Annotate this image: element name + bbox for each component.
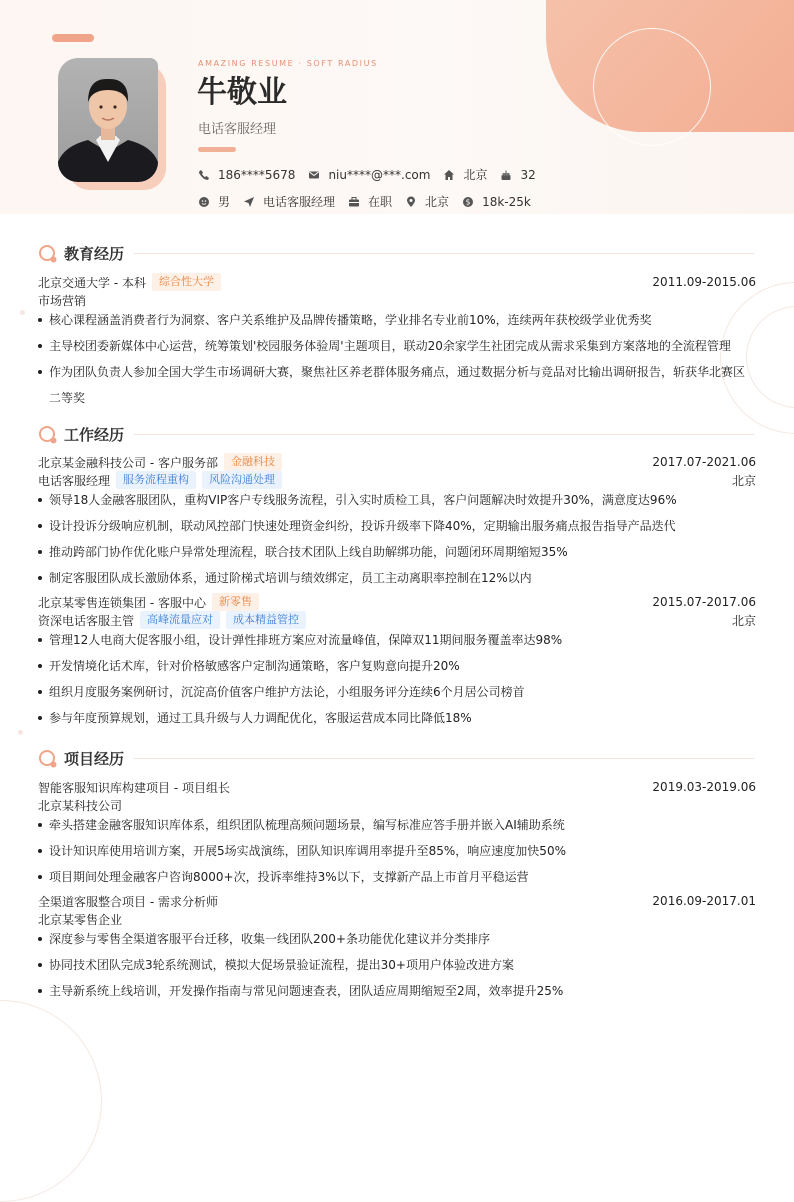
info-email	[308, 168, 430, 182]
section-heading: 教育经历	[64, 245, 125, 263]
header-tagline: AMAZING RESUME · SOFT RADIUS	[198, 59, 378, 68]
target-job-text: 电话客服经理	[263, 195, 336, 209]
job-role: 资深电话客服主管	[38, 613, 135, 628]
info-phone	[198, 168, 295, 182]
job-company-row	[38, 453, 756, 471]
resume-header	[0, 0, 794, 214]
skill-tag: 成本精益管控	[226, 611, 306, 629]
project-name: 智能客服知识库构建项目 - 项目组长	[38, 780, 230, 795]
decor-dot	[20, 310, 25, 315]
send-icon	[243, 196, 255, 208]
skill-tag: 服务流程重构	[116, 471, 196, 489]
info-status	[348, 193, 392, 210]
job-role: 电话客服经理	[38, 473, 111, 488]
skill-tag: 风险沟通处理	[202, 471, 282, 489]
company-tag: 新零售	[212, 593, 259, 611]
gender-icon	[198, 196, 210, 208]
education-bullet: 作为团队负责人参加全国大学生市场调研大赛，聚焦社区养老群体服务痛点，通过数据分析与竞品对比输出调研报告，斩获华北赛区二等奖	[38, 359, 756, 411]
education-major: 市场营销	[38, 293, 87, 308]
info-gender	[198, 193, 230, 210]
section-divider	[134, 434, 754, 435]
project-bullet: 协同技术团队完成3轮系统测试，模拟大促场景验证流程，提出30+项用户体验改进方案	[38, 952, 756, 978]
project-org: 北京某零售企业	[38, 912, 123, 927]
education-school-row	[38, 273, 756, 291]
company-tag: 金融科技	[224, 453, 282, 471]
job-bullet: 设计投诉分级响应机制，联动风控部门快速处理资金纠纷，投诉升级率下降40%，定期输出服务痛点报告指导产品迭代	[38, 513, 756, 539]
home-icon	[443, 169, 455, 181]
job-bullet: 组织月度服务案例研讨，沉淀高价值客户维护方法论，小组服务评分连续6个月居公司榜首	[38, 679, 756, 705]
job-bullet: 参与年度预算规划，通过工具升级与人力调配优化，客服运营成本同比降低18%	[38, 705, 756, 731]
avatar	[58, 58, 158, 182]
section-projects-title	[38, 748, 124, 769]
info-target-city	[405, 193, 449, 210]
job-company-row	[38, 593, 756, 611]
info-target-job	[243, 193, 335, 210]
school-name: 北京交通大学 - 本科	[38, 275, 146, 290]
header-accent-bar	[52, 34, 94, 42]
candidate-name: 牛敬业	[197, 75, 287, 110]
job-bullet: 管理12人电商大促客服小组，设计弹性排班方案应对流量峰值，保障双11期间服务覆盖率达98%	[38, 627, 756, 653]
section-heading: 工作经历	[64, 426, 125, 444]
briefcase-icon	[348, 196, 360, 208]
phone-icon	[198, 169, 210, 181]
profile-row	[198, 193, 544, 210]
education-bullet: 主导校团委新媒体中心运营，统筹策划'校园服务体验周'主题项目，联动20余家学生社团完成从需求采集到方案落地的全流程管理	[38, 333, 756, 359]
info-home	[443, 166, 487, 183]
email-text: niu****@***.com	[328, 167, 431, 182]
skill-tag: 高峰流量应对	[140, 611, 220, 629]
svg-text:$: $	[465, 197, 471, 207]
project-period: 2016.09-2017.01	[652, 894, 756, 908]
section-divider	[134, 253, 754, 254]
section-search-icon	[38, 749, 58, 769]
job-period: 2017.07-2021.06	[652, 455, 756, 469]
job-city: 北京	[731, 473, 756, 488]
job-city: 北京	[731, 613, 756, 628]
salary-icon	[462, 196, 474, 208]
age-text: 32	[520, 167, 536, 182]
title-accent-line	[198, 147, 236, 152]
info-age	[500, 168, 535, 182]
job-bullet: 开发情境化话术库，针对价格敏感客户定制沟通策略，客户复购意向提升20%	[38, 653, 756, 679]
project-bullet: 深度参与零售全渠道客服平台迁移，收集一线团队200+条功能优化建议并分类排序	[38, 926, 756, 952]
job-company: 北京某金融科技公司 - 客户服务部	[38, 455, 218, 470]
phone-text: 186****5678	[218, 167, 296, 182]
project-name-row	[38, 892, 756, 910]
salary-text: 18k-25k	[482, 194, 531, 209]
school-tag: 综合性大学	[152, 273, 221, 291]
candidate-title: 电话客服经理	[198, 122, 277, 137]
info-salary	[462, 195, 531, 209]
location-pin-icon	[405, 196, 417, 208]
decor-circle-left	[0, 1000, 102, 1202]
project-bullet: 项目期间处理金融客户咨询8000+次，投诉率维持3%以下，支撑新产品上市首月平稳运营	[38, 864, 756, 890]
contact-row	[198, 166, 549, 183]
job-bullet: 领导18人金融客服团队，重构VIP客户专线服务流程，引入实时质检工具，客户问题解决时效提升30%，满意度达96%	[38, 487, 756, 513]
job-bullet: 推动跨部门协作优化账户异常处理流程，联合技术团队上线自助解绑功能，问题闭环周期缩短35%	[38, 539, 756, 565]
project-bullet: 设计知识库使用培训方案，开展5场实战演练，团队知识库调用率提升至85%，响应速度加快50%	[38, 838, 756, 864]
project-period: 2019.03-2019.06	[652, 780, 756, 794]
section-divider	[134, 758, 754, 759]
project-name: 全渠道客服整合项目 - 需求分析师	[38, 894, 218, 909]
header-decor-circle	[593, 28, 711, 146]
status-text: 在职	[368, 195, 393, 209]
job-company: 北京某零售连锁集团 - 客服中心	[38, 595, 206, 610]
education-bullet: 核心课程涵盖消费者行为洞察、客户关系维护及品牌传播策略，学业排名专业前10%，连续两年获校级学业优秀奖	[38, 307, 756, 333]
section-heading: 项目经历	[64, 750, 125, 768]
section-search-icon	[38, 244, 58, 264]
project-bullet: 主导新系统上线培训，开发操作指南与常见问题速查表，团队适应周期缩短至2周，效率提升25%	[38, 978, 756, 1004]
gender-text: 男	[218, 195, 231, 209]
decor-dot	[18, 730, 23, 735]
target-city-text: 北京	[425, 195, 450, 209]
cake-icon	[500, 169, 512, 181]
education-period: 2011.09-2015.06	[652, 275, 756, 289]
job-bullet: 制定客服团队成长激励体系，通过阶梯式培训与绩效绑定，员工主动离职率控制在12%以内	[38, 565, 756, 591]
home-city-text: 北京	[463, 168, 488, 182]
project-bullet: 牵头搭建金融客服知识库体系，组织团队梳理高频问题场景，编写标准应答手册并嵌入AI辅助系统	[38, 812, 756, 838]
section-search-icon	[38, 425, 58, 445]
job-period: 2015.07-2017.06	[652, 595, 756, 609]
section-work-title	[38, 424, 124, 445]
section-education-title	[38, 243, 124, 264]
project-org: 北京某科技公司	[38, 798, 123, 813]
mail-icon	[308, 169, 320, 181]
project-name-row	[38, 778, 756, 796]
